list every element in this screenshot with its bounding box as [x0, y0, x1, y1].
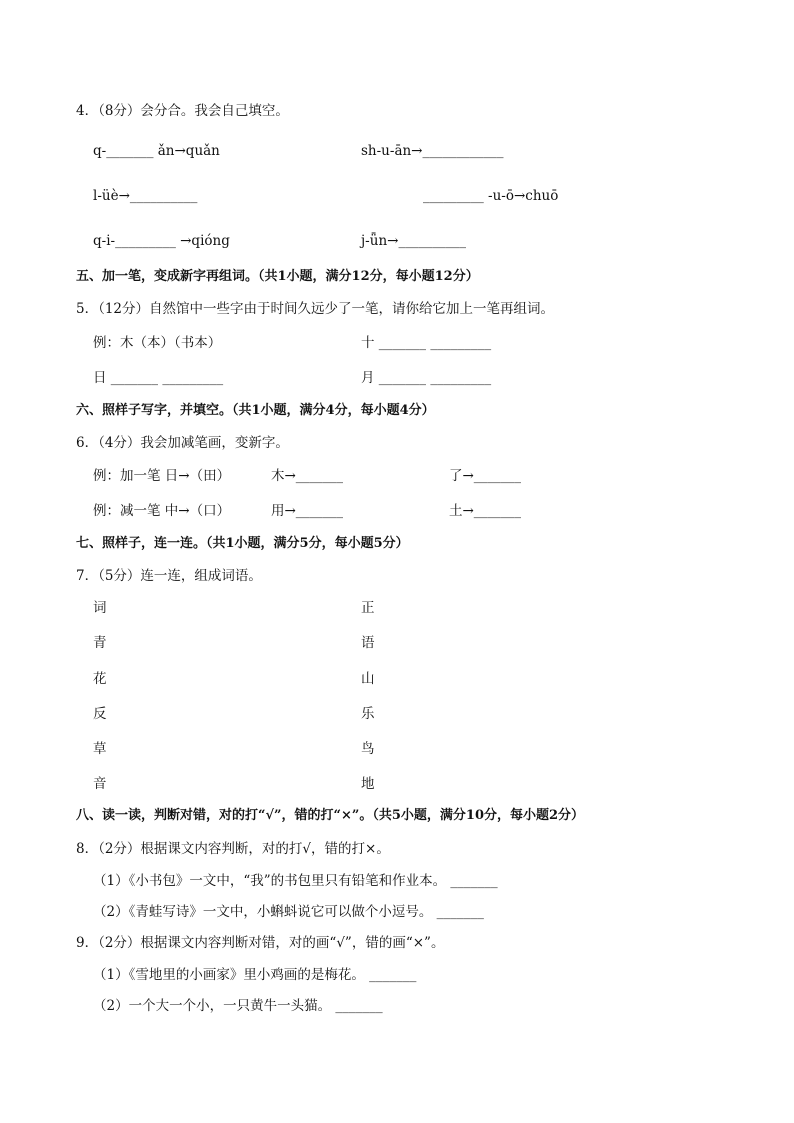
q4-row2-left: l-üè→__________: [93, 188, 198, 204]
q8-item-1: （1）《小书包》一文中，“我”的书包里只有铅笔和作业本。 _______: [93, 873, 498, 889]
q6-row1-example: 例：加一笔 日→（田）: [93, 468, 231, 484]
q5-row1-left: 例：木（本）（书本）: [93, 335, 222, 351]
q7-left-char[interactable]: 花: [93, 671, 107, 687]
q9-item-2: （2）一个大一个小，一只黄牛一头猫。 _______: [93, 998, 383, 1014]
q7-left-char[interactable]: 词: [93, 600, 107, 616]
q4-row2-right: _________ -u-ō→chuō: [423, 188, 559, 204]
q7-left-char[interactable]: 草: [93, 741, 107, 757]
q4-row3-left: q-i-_________ →qióng: [93, 233, 230, 249]
q6-row2-example: 例：减一笔 中→（口）: [93, 503, 231, 519]
q9-title: 9．（2分）根据课文内容判断对错，对的画“√”，错的画“×”。: [76, 935, 445, 951]
q7-title: 7．（5分）连一连，组成词语。: [76, 568, 262, 584]
q7-right-char[interactable]: 正: [361, 600, 375, 616]
q4-row3-right: j-ǖn→__________: [361, 233, 466, 249]
sec7-heading: 七、照样子，连一连。（共1小题，满分5分，每小题5分）: [76, 536, 409, 551]
sec5-heading: 五、加一笔，变成新字再组词。（共1小题，满分12分，每小题12分）: [76, 269, 479, 284]
q4-row1-left: q-_______ ǎn→quǎn: [93, 143, 220, 159]
q5-title: 5．（12分）自然馆中一些字由于时间久远少了一笔，请你给它加上一笔再组词。: [76, 301, 555, 317]
q5-row1-right: 十 _______ _________: [361, 335, 492, 351]
q6-row2-right: 土→_______: [449, 503, 522, 519]
q7-left-char[interactable]: 音: [93, 776, 107, 792]
q7-right-char[interactable]: 山: [361, 671, 375, 687]
q7-right-char[interactable]: 鸟: [361, 741, 375, 757]
q7-left-char[interactable]: 反: [93, 706, 107, 722]
q6-title: 6．（4分）我会加减笔画，变新字。: [76, 435, 289, 451]
q4-row1-right: sh-u-ān→____________: [361, 143, 504, 159]
q7-right-char[interactable]: 地: [361, 776, 375, 792]
q4-title: 4．（8分）会分合。我会自己填空。: [76, 103, 289, 119]
q7-right-char[interactable]: 语: [361, 635, 375, 651]
q7-left-char[interactable]: 青: [93, 635, 107, 651]
q6-row1-mid: 木→_______: [271, 468, 344, 484]
q8-title: 8．（2分）根据课文内容判断，对的打√，错的打×。: [76, 841, 390, 857]
q6-row1-right: 了→_______: [449, 468, 522, 484]
q6-row2-mid: 用→_______: [271, 503, 344, 519]
q7-right-char[interactable]: 乐: [361, 706, 375, 722]
q5-row2-left: 日 _______ _________: [93, 370, 224, 386]
sec8-heading: 八、读一读，判断对错，对的打“√”，错的打“×”。（共5小题，满分10分，每小题2分）: [76, 808, 585, 823]
q5-row2-right: 月 _______ _________: [361, 370, 492, 386]
q8-item-2: （2）《青蛙写诗》一文中，小蝌蚪说它可以做个小逗号。 _______: [93, 904, 484, 920]
sec6-heading: 六、照样子写字，并填空。（共1小题，满分4分，每小题4分）: [76, 403, 435, 418]
q9-item-1: （1）《雪地里的小画家》里小鸡画的是梅花。 _______: [93, 967, 417, 983]
